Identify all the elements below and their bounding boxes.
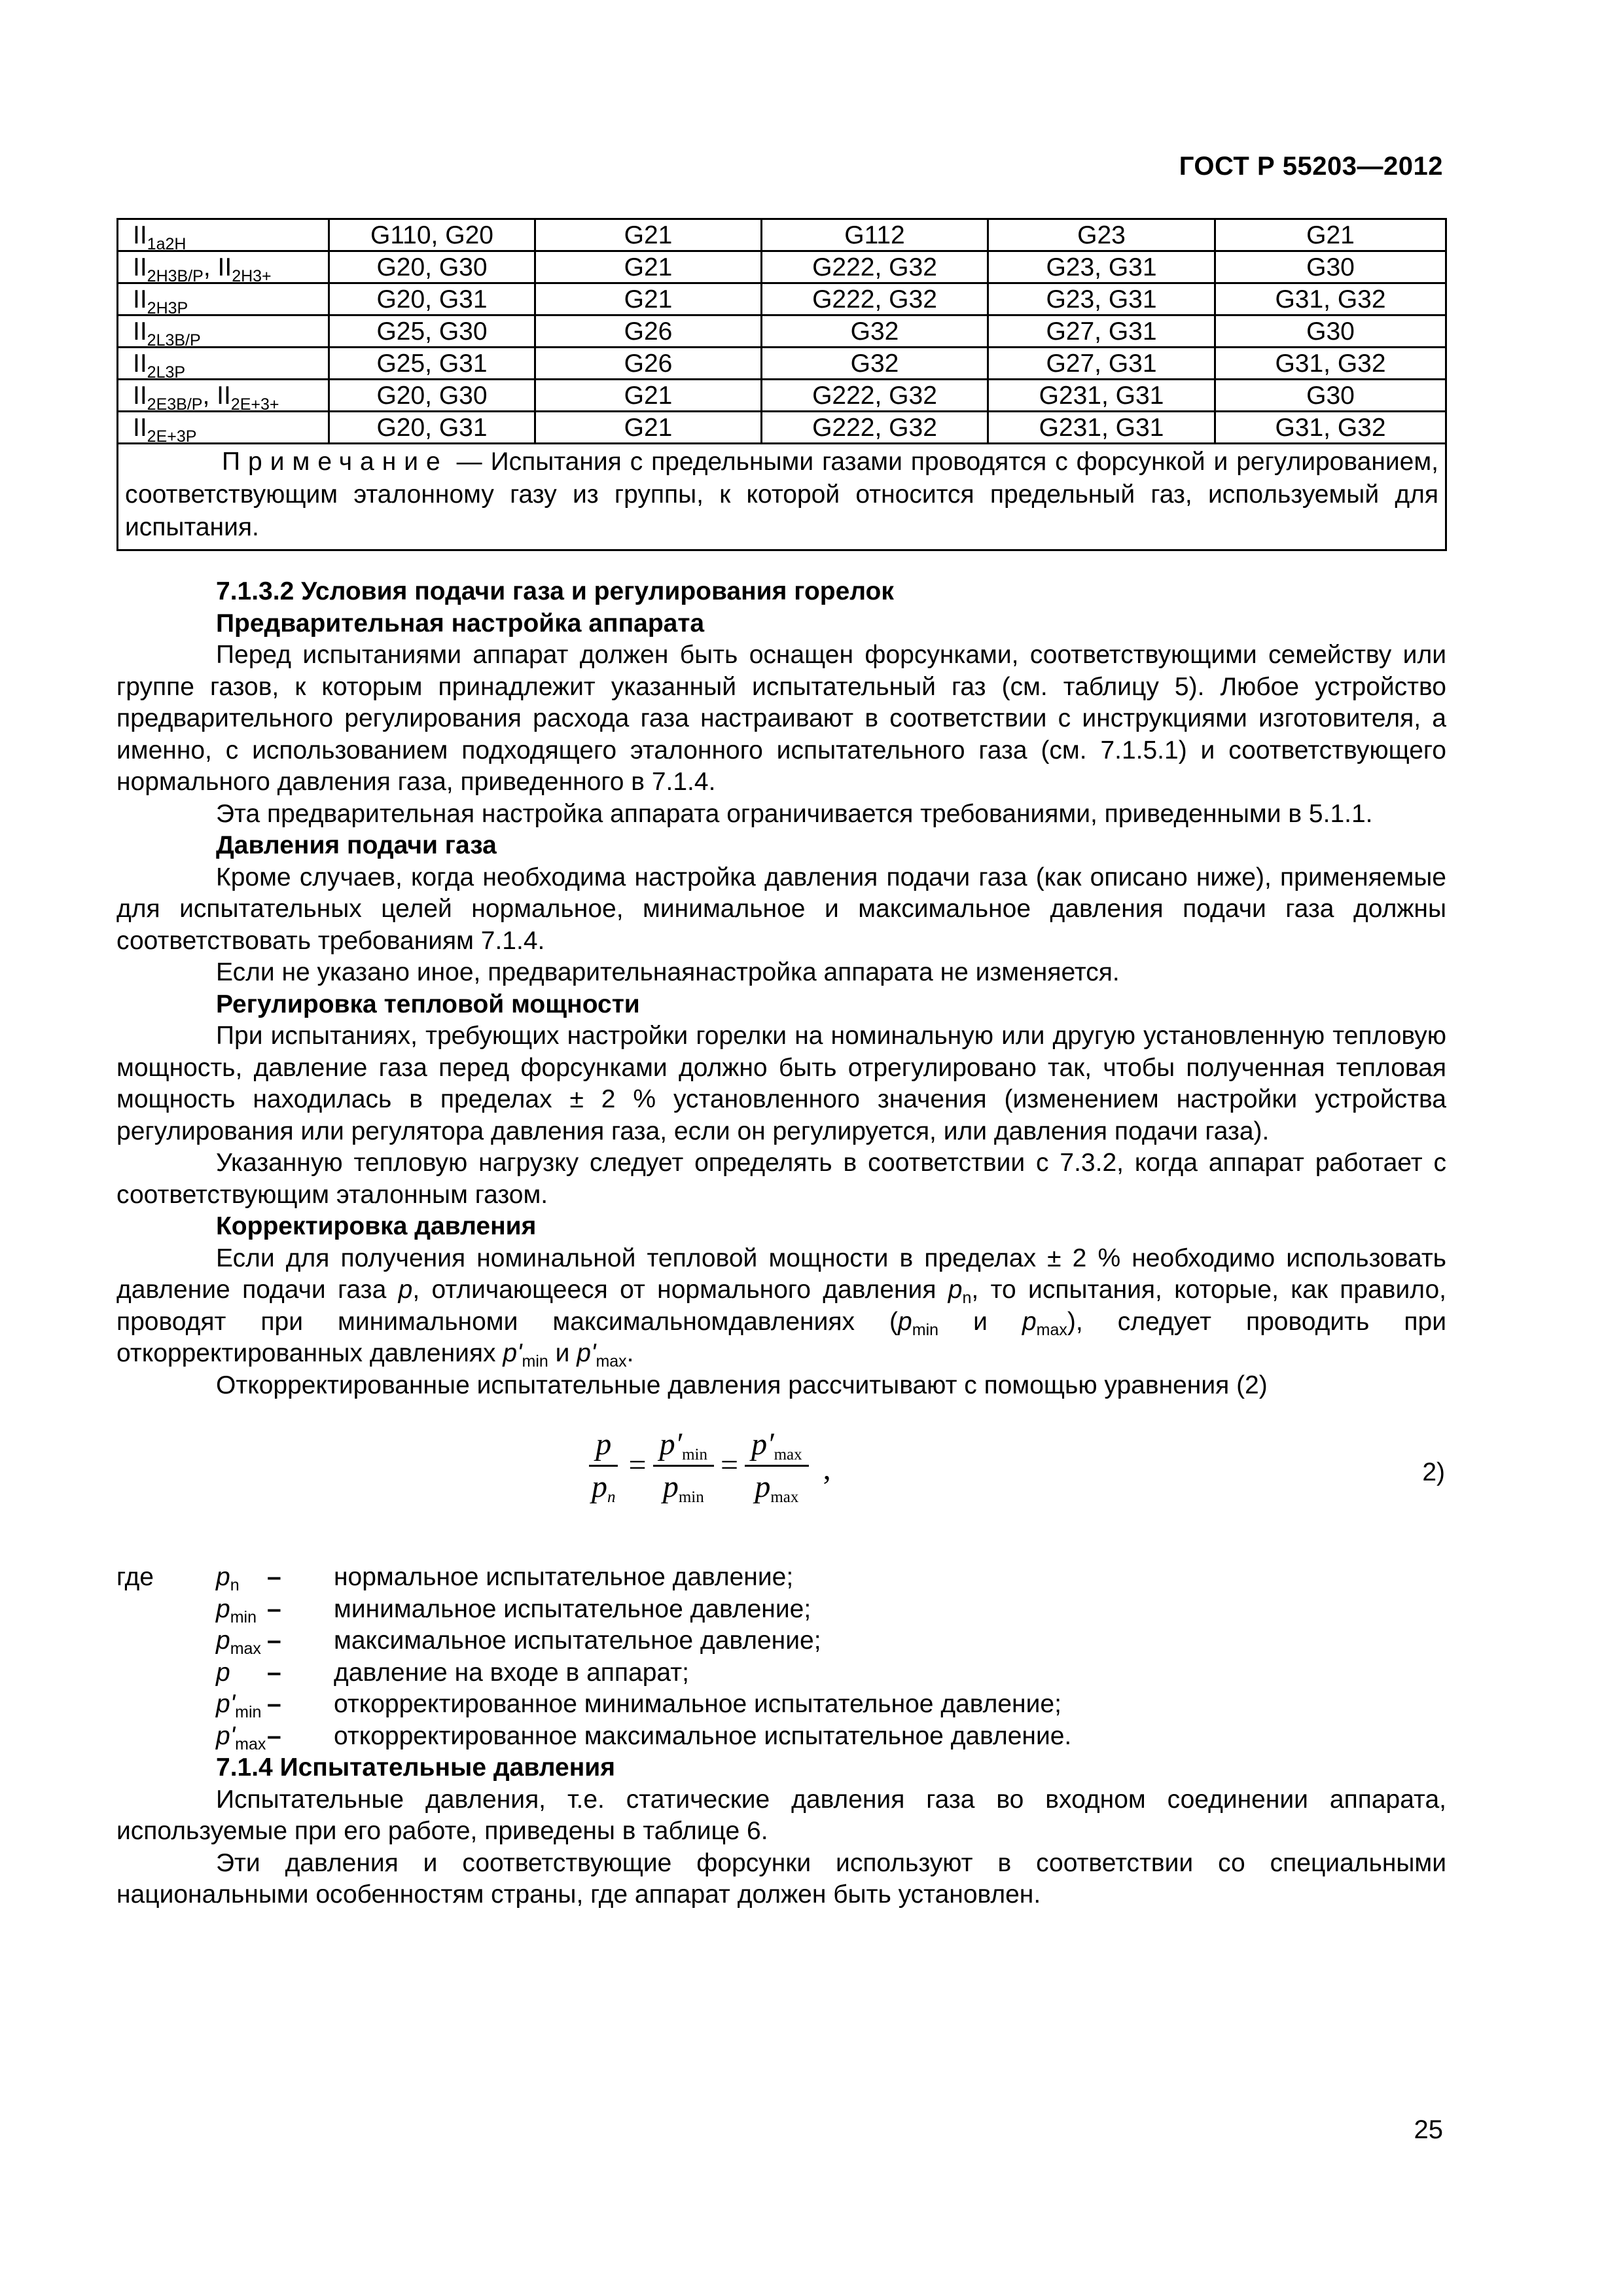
symbol-subscript: max — [235, 1734, 266, 1753]
paragraph: Эта предварительная настройка аппарата ограничивается требованиями, приведенными в 5.1.1. — [216, 799, 1373, 828]
appliance-category-cell: $II_{2H3B/P}$, $II_{2H3+}$ — [118, 251, 329, 283]
note-text: — Испытания с предельными газами проводятся с форсункой и регулированием, соответствующим эталонному газу из группы, к которой относится предельный газ, используемый для испытания. — [125, 448, 1438, 541]
category-subscript: 2H3+ — [232, 267, 272, 285]
gas-cell: G30 — [1215, 251, 1446, 283]
dash: – — [267, 1658, 281, 1687]
table-row — [118, 380, 1446, 412]
paragraph: Если не указано иное, предварительнаянастройка аппарата не изменяется. — [216, 958, 1120, 986]
fraction-p-over-pn — [585, 1424, 622, 1507]
category-base: II — [133, 253, 147, 281]
text: , отличающееся от нормального давления — [412, 1276, 948, 1304]
definition-symbol — [216, 1594, 334, 1626]
gas-cell: G23 — [988, 219, 1215, 251]
paragraph: Кроме случаев, когда необходима настройка давления подачи газа (как описано ниже), применяемые для испытательных целей нормальное, минимальное и максимальное давления подачи газа должны соответствовать требованиям 7.1.4. — [116, 863, 1446, 955]
gas-cell: G26 — [535, 315, 762, 348]
gas-cell: G21 — [535, 380, 762, 412]
gas-cell: G30 — [1215, 380, 1446, 412]
equals-sign: = — [720, 1448, 739, 1483]
paragraph: Перед испытаниями аппарат должен быть оснащен форсунками, соответствующими семейству или группе газов, к которым принадлежит указанный испытательный газ (см. таблицу 5). Любое устройство предварительного регулирования расхода газа настраивают в соответствии с инструкциями изготовителя, а именно, с использованием подходящего эталонного испытательного газа (см. 7.1.5.1) и соответствующего нормального давления газа, приведенного в 7.1.4. — [116, 641, 1446, 796]
gas-cell: G21 — [1215, 219, 1446, 251]
gas-cell: G222, G32 — [762, 283, 988, 315]
subscript: max — [774, 1446, 802, 1463]
table-row — [118, 315, 1446, 348]
definition-symbol — [216, 1689, 334, 1721]
symbol-definitions — [116, 1562, 1446, 1752]
category-subscript: 1a2H — [147, 235, 187, 253]
symbol-pmin: p — [898, 1307, 912, 1336]
definition-symbol — [216, 1562, 334, 1594]
symbol-pn: p — [948, 1276, 963, 1304]
where-label: где — [116, 1563, 154, 1591]
gas-cell: G21 — [535, 283, 762, 315]
text: и — [548, 1339, 577, 1367]
fraction-pmin — [653, 1424, 714, 1507]
text: , то испытания, которые, как правило, проводят при минимальноми максимальномдавлениях ( — [116, 1276, 1446, 1336]
symbol: p — [216, 1563, 230, 1591]
symbol-subscript: min — [235, 1703, 262, 1721]
symbol: p — [216, 1594, 230, 1623]
category-subscript: 2E+3P — [147, 427, 197, 446]
equals-sign: = — [628, 1448, 647, 1483]
subscript: min — [682, 1446, 707, 1463]
table-note — [118, 444, 1446, 550]
subscript: n — [607, 1488, 616, 1506]
gas-cell: G25, G31 — [329, 348, 535, 380]
page-number: 25 — [1414, 2115, 1443, 2144]
table-row — [118, 348, 1446, 380]
gas-cell: G27, G31 — [988, 315, 1215, 348]
numerator: p — [596, 1427, 612, 1462]
gas-cell: G231, G31 — [988, 380, 1215, 412]
category-subscript: 2H3B/P — [147, 267, 204, 285]
spacer — [116, 1689, 216, 1721]
category-subscript: 2H3P — [147, 299, 188, 317]
subscript: min — [678, 1488, 704, 1506]
appliance-category-cell — [118, 219, 329, 251]
definition-symbol — [216, 1657, 334, 1689]
symbol: p — [216, 1626, 230, 1655]
subscript: max — [1036, 1320, 1067, 1339]
symbol-subscript: min — [230, 1607, 257, 1626]
gas-cell: G20, G30 — [329, 251, 535, 283]
equation-2 — [116, 1401, 1446, 1562]
category-subscript: 2L3P — [147, 363, 186, 382]
symbol-pprime-min: p' — [503, 1339, 522, 1367]
gas-cell: G31, G32 — [1215, 283, 1446, 315]
gas-cell: G231, G31 — [988, 412, 1215, 444]
denominator: p — [755, 1469, 771, 1504]
gas-cell: G26 — [535, 348, 762, 380]
definition-symbol — [216, 1721, 334, 1753]
category-base: II — [133, 221, 147, 249]
subheading-supply-pressure: Давления подачи газа — [216, 831, 497, 859]
dash: – — [267, 1721, 281, 1750]
appliance-category-cell — [118, 348, 329, 380]
gas-cell: G30 — [1215, 315, 1446, 348]
numerator: p′ — [659, 1427, 683, 1462]
gas-cell: G20, G31 — [329, 283, 535, 315]
definition-text: давление на входе в аппарат; — [334, 1658, 689, 1687]
gas-cell: G31, G32 — [1215, 348, 1446, 380]
gas-cell: G21 — [535, 412, 762, 444]
category-subscript: 2E3B/P — [147, 395, 203, 414]
spacer — [116, 1594, 216, 1626]
symbol-pprime-max: p' — [577, 1339, 596, 1367]
category-base: II — [217, 382, 231, 410]
appliance-category-cell — [118, 315, 329, 348]
gas-cell: G20, G31 — [329, 412, 535, 444]
paragraph: При испытаниях, требующих настройки горелки на номинальную или другую установленную тепловую мощность, давление газа перед форсунками должно быть отрегулировано так, чтобы полученная тепловая мощность находилась в пределах ± 2 % установленного значения (изменением настройки устройства регулирования или регулятора давления газа, если он регулируется, или давления подачи газа). — [116, 1022, 1446, 1145]
formula — [581, 1424, 831, 1507]
comma: , — [823, 1452, 831, 1487]
table-row — [118, 283, 1446, 315]
subscript: max — [596, 1352, 627, 1371]
dash: – — [267, 1690, 281, 1718]
dash: – — [267, 1594, 281, 1623]
document-header: ГОСТ Р 55203—2012 — [1179, 152, 1443, 181]
gas-cell: G32 — [762, 315, 988, 348]
definition-text: откорректированное максимальное испытательное давление. — [334, 1721, 1072, 1750]
table-row — [118, 412, 1446, 444]
fraction-pmax — [745, 1424, 809, 1507]
numerator: p′ — [751, 1427, 774, 1462]
paragraph: Эти давления и соответствующие форсунки используют в соответствии со специальными национальными особенностям страны, где аппарат должен быть установлен. — [116, 1848, 1446, 1909]
appliance-category-cell — [118, 412, 329, 444]
gas-cell: G31, G32 — [1215, 412, 1446, 444]
gas-category-table — [116, 218, 1447, 551]
table-row — [118, 219, 1446, 251]
category-base: II — [133, 285, 147, 314]
subheading-pressure-correction: Корректировка давления — [216, 1212, 537, 1240]
text: и — [938, 1307, 1022, 1336]
subscript: n — [962, 1289, 972, 1307]
paragraph: Испытательные давления, т.е. статические давления газа во входном соединении аппарата, используемые при его работе, приведены в таблице 6. — [116, 1785, 1446, 1845]
symbol-pmax: p — [1022, 1307, 1037, 1336]
subheading-heat-output: Регулировка тепловой мощности — [216, 990, 640, 1018]
subscript: max — [770, 1488, 799, 1506]
paragraph-correction — [116, 1243, 1446, 1370]
gas-cell: G32 — [762, 348, 988, 380]
denominator: p — [662, 1469, 679, 1504]
spacer — [116, 1721, 216, 1753]
table-row — [118, 251, 1446, 283]
text: . — [626, 1339, 634, 1367]
symbol-p: p — [398, 1276, 413, 1304]
category-subscript: 2L3B/P — [147, 331, 201, 350]
symbol-subscript: max — [230, 1640, 261, 1658]
document-body — [116, 576, 1446, 1911]
paragraph: Откорректированные испытательные давления рассчитывают с помощью уравнения (2) — [216, 1371, 1268, 1399]
paragraph: Указанную тепловую нагрузку следует определять в соответствии с 7.3.2, когда аппарат работает с соответствующим эталонным газом. — [116, 1149, 1446, 1209]
gas-cell: G21 — [535, 251, 762, 283]
denominator: p — [592, 1469, 607, 1504]
note-label: Примечание — [222, 448, 448, 476]
gas-cell: G222, G32 — [762, 380, 988, 412]
symbol: p' — [216, 1690, 236, 1718]
gas-cell: G21 — [535, 219, 762, 251]
dash: – — [267, 1563, 281, 1591]
symbol: p — [216, 1658, 230, 1687]
category-base: II — [217, 253, 232, 281]
section-heading-7-1-3-2: 7.1.3.2 Условия подачи газа и регулирования горелок — [216, 577, 894, 605]
symbol: p' — [216, 1721, 236, 1750]
spacer — [116, 1657, 216, 1689]
category-base: II — [133, 414, 147, 442]
category-subscript: 2E+3+ — [230, 395, 279, 414]
gas-cell: G23, G31 — [988, 251, 1215, 283]
definition-text: максимальное испытательное давление; — [334, 1626, 821, 1655]
gas-cell: G27, G31 — [988, 348, 1215, 380]
gas-cell: G110, G20 — [329, 219, 535, 251]
definition-symbol — [216, 1625, 334, 1657]
subscript: min — [522, 1352, 548, 1371]
gas-cell: G112 — [762, 219, 988, 251]
section-heading-7-1-4: 7.1.4 Испытательные давления — [216, 1753, 616, 1782]
appliance-category-cell: $II_{2E3B/P}$, $II_{2E+3+}$ — [118, 380, 329, 412]
spacer — [116, 1625, 216, 1657]
gas-cell: G222, G32 — [762, 251, 988, 283]
category-base: II — [133, 350, 147, 378]
definition-text: откорректированное минимальное испытательное давление; — [334, 1690, 1061, 1718]
dash: – — [267, 1626, 281, 1655]
symbol-subscript: n — [230, 1576, 240, 1594]
definition-text: нормальное испытательное давление; — [334, 1563, 794, 1591]
definition-text: минимальное испытательное давление; — [334, 1594, 812, 1623]
category-base: II — [133, 382, 147, 410]
appliance-category-cell — [118, 283, 329, 315]
subscript: min — [912, 1320, 939, 1339]
gas-cell: G23, G31 — [988, 283, 1215, 315]
text: ), следует проводить при откорректированных давлениях — [116, 1307, 1446, 1367]
equation-number: 2) — [1422, 1458, 1445, 1486]
category-base: II — [133, 317, 147, 346]
text: Если для получения номинальной тепловой мощности в пределах ± 2 % необходимо использовать давление подачи газа — [116, 1244, 1446, 1304]
gas-cell: G20, G30 — [329, 380, 535, 412]
gas-cell: G222, G32 — [762, 412, 988, 444]
gas-cell: G25, G30 — [329, 315, 535, 348]
subheading-presetting: Предварительная настройка аппарата — [216, 609, 705, 637]
